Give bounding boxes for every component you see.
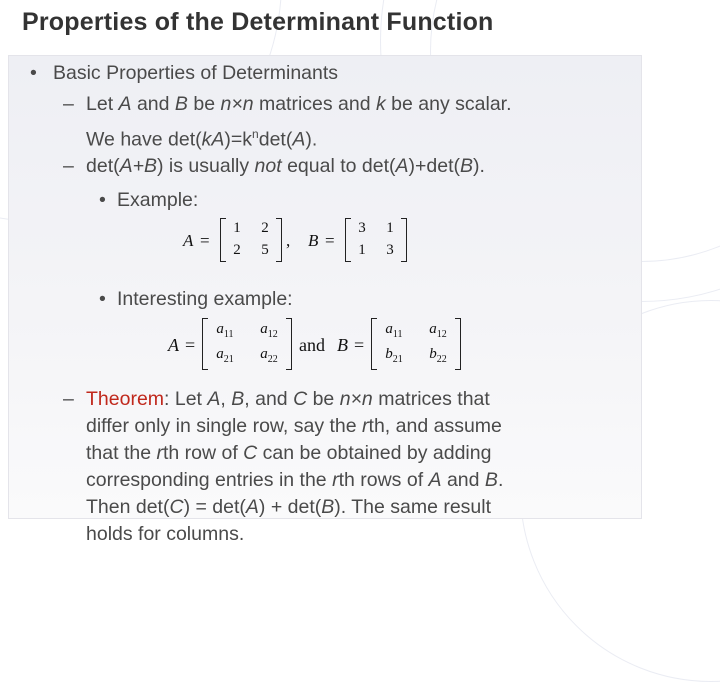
bullet-theorem-cont: Then det(C) = det(A) + det(B). The same result: [86, 496, 492, 518]
bullet-example: Example:: [117, 189, 199, 211]
right-bracket: [286, 318, 292, 370]
bullet-theorem-cont: differ only in single row, say the rth, and assume: [86, 415, 502, 437]
left-bracket: [220, 218, 226, 262]
matrix-b: [371, 318, 461, 370]
bullet-theorem: Theorem: Let A, B, and C be n×n matrices that: [86, 388, 490, 410]
matrix-cell: $b_{21}$: [385, 346, 403, 365]
slide-title: Properties of the Determinant Function: [22, 8, 494, 36]
matrix-a: [202, 318, 292, 370]
bullet-marker: •: [30, 62, 37, 84]
right-bracket: [455, 318, 461, 370]
matrix-cell: $a_{11}$: [216, 321, 234, 340]
matrix-cell: $b_{22}$: [429, 346, 447, 365]
matrix-cell: $a_{22}$: [260, 346, 278, 365]
dash-marker: –: [63, 93, 74, 115]
matrix-cell: 1: [386, 220, 394, 236]
matrix-cell: $a_{11}$: [385, 321, 403, 340]
left-bracket: [371, 318, 377, 370]
example-formula: A = 1 2 2 5 , B = 3 1 1 3: [180, 218, 410, 264]
right-bracket: [401, 218, 407, 262]
matrix-cell: 2: [261, 220, 269, 236]
right-bracket: [276, 218, 282, 262]
matrix-cell: $a_{21}$: [216, 346, 234, 365]
matrix-cell: 3: [386, 242, 394, 258]
bullet-scalar-property: Let A and B be n×n matrices and k be any scalar.: [86, 93, 512, 115]
bullet-theorem-cont-clipped: holds for columns.: [86, 523, 245, 545]
theorem-label: Theorem: [86, 388, 165, 410]
bullet-marker: •: [99, 189, 106, 211]
bullet-marker: •: [99, 288, 106, 310]
matrix-cell: 3: [358, 220, 366, 236]
dash-marker: –: [63, 388, 74, 410]
bullet-scalar-property-cont: We have $\det(kA)=k^n\det(A)$.: [86, 127, 318, 151]
matrix-cell: 2: [233, 242, 241, 258]
matrix-cell: 1: [233, 220, 241, 236]
bullet-interesting-example: Interesting example:: [117, 288, 293, 310]
bullet-theorem-cont: corresponding entries in the rth rows of A and B.: [86, 469, 504, 491]
left-bracket: [345, 218, 351, 262]
left-bracket: [202, 318, 208, 370]
matrix-cell: 1: [358, 242, 366, 258]
bullet-sum-property: det(A+B) is usually not equal to det(A)+det(B).: [86, 155, 485, 177]
matrix-a: [220, 218, 282, 262]
bullet-basic-properties: Basic Properties of Determinants: [53, 62, 339, 84]
bullet-theorem-cont: that the rth row of C can be obtained by adding: [86, 442, 492, 464]
dash-marker: –: [63, 155, 74, 177]
matrix-b: [345, 218, 407, 262]
matrix-cell: 5: [261, 242, 269, 258]
matrix-cell: $a_{12}$: [260, 321, 278, 340]
interesting-formula: A = $a_{11}$ $a_{12}$ $a_{21}$ $a_{22}$ and B = $a_{11}$ $a_{12}$ $b_{21}$ $b_{22}$: [166, 318, 466, 372]
matrix-cell: $a_{12}$: [429, 321, 447, 340]
